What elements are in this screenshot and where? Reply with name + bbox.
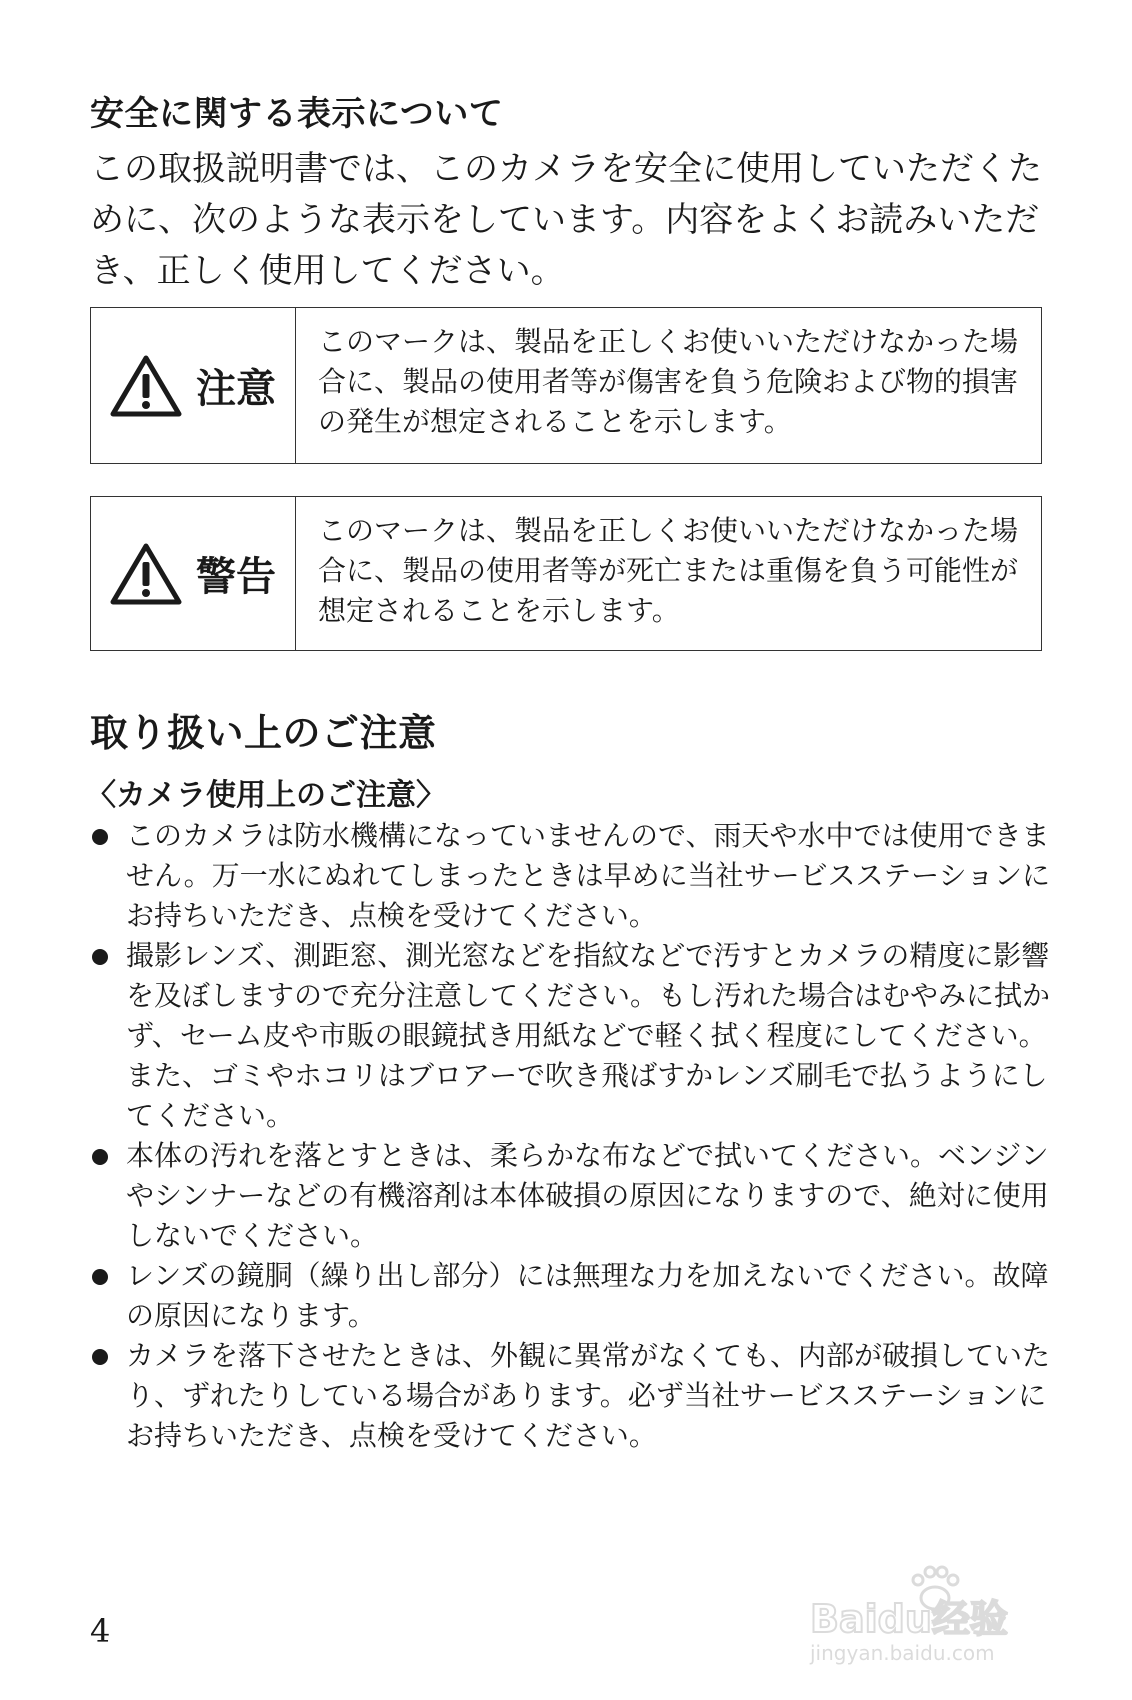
bullet-icon [92, 829, 108, 845]
list-item-text: このカメラは防水機構になっていませんので、雨天や水中では使用できません。万一水にぬれてしまったときは早めに当社サービスステーションにお持ちいただき、点検を受けてください。 [126, 819, 1051, 932]
warning-triangle-icon [110, 354, 182, 418]
caution-description: このマークは、製品を正しくお使いいただけなかった場合に、製品の使用者等が傷害を負う危険および物的損害の発生が想定されることを示します。 [318, 325, 1019, 438]
list-item [90, 1136, 1050, 1256]
handling-section-title: 取り扱い上のご注意 [90, 711, 437, 755]
warning-description: このマークは、製品を正しくお使いいただけなかった場合に、製品の使用者等が死亡または重傷を負う可能性が想定されることを示します。 [318, 514, 1019, 627]
caution-label-cell [91, 308, 296, 463]
handling-precautions-list [90, 816, 1050, 1456]
warning-notice-box [90, 496, 1042, 651]
safety-intro-paragraph: この取扱説明書では、このカメラを安全に使用していただくために、次のような表示をしています。内容をよくお読みいただき、正しく使用してください。 [90, 149, 1042, 291]
list-item [90, 816, 1050, 936]
bullet-icon [92, 1349, 108, 1365]
watermark-url: jingyan.baidu.com [810, 1641, 995, 1665]
list-item [90, 936, 1050, 1136]
list-item [90, 1256, 1050, 1336]
list-item-text: レンズの鏡胴（繰り出し部分）には無理な力を加えないでください。故障の原因になります。 [126, 1259, 1049, 1332]
safety-section-title: 安全に関する表示について [90, 94, 504, 134]
baidu-watermark-logo [800, 1560, 1060, 1670]
bullet-icon [92, 949, 108, 965]
list-item [90, 1336, 1050, 1456]
warning-triangle-icon [110, 542, 182, 606]
list-item-text: カメラを落下させたときは、外観に異常がなくても、内部が破損していたり、ずれたりしている場合があります。必ず当社サービスステーションにお持ちいただき、点検を受けてください。 [126, 1339, 1051, 1452]
list-item-text: 本体の汚れを落とすときは、柔らかな布などで拭いてください。ベンジンやシンナーなどの有機溶剤は本体破損の原因になりますので、絶対に使用しないでください。 [126, 1139, 1049, 1252]
warning-label: 警告 [196, 554, 276, 600]
warning-label-cell [91, 497, 296, 650]
list-item-text: 撮影レンズ、測距窓、測光窓などを指紋などで汚すとカメラの精度に影響を及ぼしますので充分注意してください。もし汚れた場合はむやみに拭かず、セーム皮や市販の眼鏡拭き用紙などで軽く拭く程度にしてください。また、ゴミやホコリはブロアーで吹き飛ばすかレンズ刷毛で払うようにしてください。 [126, 939, 1051, 1132]
camera-usage-subtitle: 〈カメラ使用上のご注意〉 [86, 778, 446, 813]
page-number: 4 [90, 1612, 111, 1650]
caution-label: 注意 [196, 366, 276, 412]
bullet-icon [92, 1149, 108, 1165]
watermark-brand: Baidu经验 [810, 1597, 1008, 1641]
bullet-icon [92, 1269, 108, 1285]
caution-notice-box [90, 307, 1042, 464]
